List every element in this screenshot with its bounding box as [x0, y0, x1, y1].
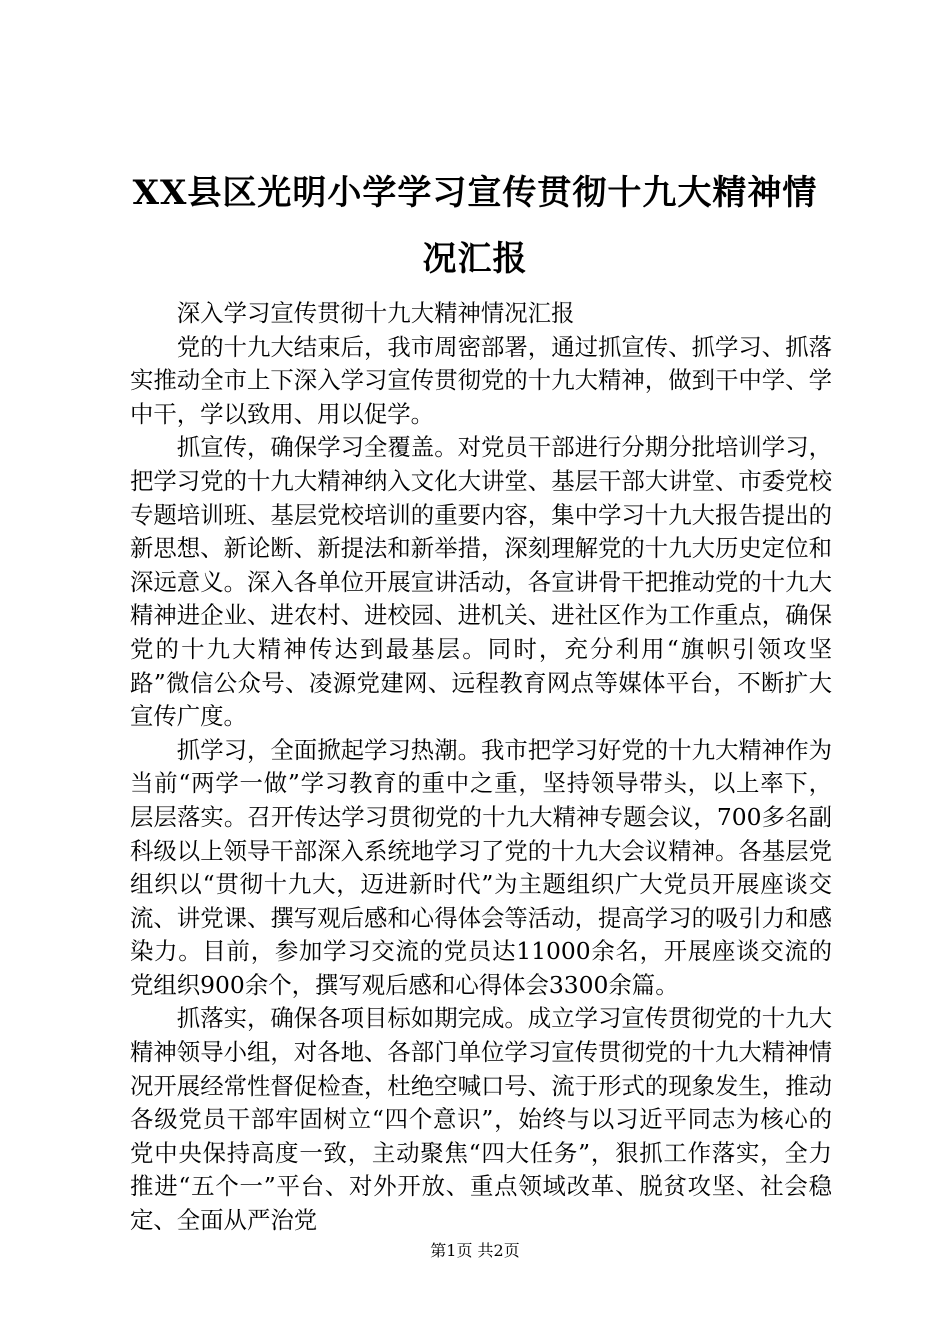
paragraph-intro: 党的十九大结束后，我市周密部署，通过抓宣传、抓学习、抓落实推动全市上下深入学习宣传贯彻党的十九大精神，做到干中学、学中干，学以致用、用以促学。 — [130, 332, 832, 428]
paragraph-subtitle: 深入学习宣传贯彻十九大精神情况汇报 — [176, 299, 575, 327]
paragraph-implementation: 抓落实，确保各项目标如期完成。成立学习宣传贯彻党的十九大精神领导小组，对各地、各部门单位学习宣传贯彻党的十九大精神情况开展经常性督促检查，杜绝空喊口号、流于形式的现象发生，推动各级党员干部牢固树立“四个意识”，始终与以习近平同志为核心的党中央保持高度一致，主动聚焦“四大任务”，狠抓工作落实，全力推进“五个一”平台、对外开放、重点领域改革、脱贫攻坚、社会稳定、全面从严治党 — [130, 1004, 832, 1235]
paragraph-study: 抓学习，全面掀起学习热潮。我市把学习好党的十九大精神作为当前“两学一做”学习教育的重中之重，坚持领导带头，以上率下，层层落实。召开传达学习贯彻党的十九大精神专题会议，700多名副科级以上领导干部深入系统地学习了党的十九大会议精神。各基层党组织以“贯彻十九大，迈进新时代”为主题组织广大党员开展座谈交流、讲党课、撰写观后感和心得体会等活动，提高学习的吸引力和感染力。目前，参加学习交流的党员达11000余名，开展座谈交流的党组织900余个，撰写观后感和心得体会3300余篇。 — [130, 735, 832, 999]
paragraph-publicity: 抓宣传，确保学习全覆盖。对党员干部进行分期分批培训学习，把学习党的十九大精神纳入文化大讲堂、基层干部大讲堂、市委党校专题培训班、基层党校培训的重要内容，集中学习十九大报告提出的新思想、新论断、新提法和新举措，深刻理解党的十九大历史定位和深远意义。深入各单位开展宣讲活动，各宣讲骨干把推动党的十九大精神进企业、进农村、进校园、进机关、进社区作为工作重点，确保党的十九大精神传达到最基层。同时，充分利用“旗帜引领攻坚路”微信公众号、凌源党建网、远程教育网点等媒体平台，不断扩大宣传广度。 — [130, 433, 832, 731]
document-body — [130, 297, 832, 1238]
document-title: XX县区光明小学学习宣传贯彻十九大精神情况汇报 — [132, 173, 818, 279]
page-number-footer: 第1页 共2页 — [430, 1241, 520, 1260]
